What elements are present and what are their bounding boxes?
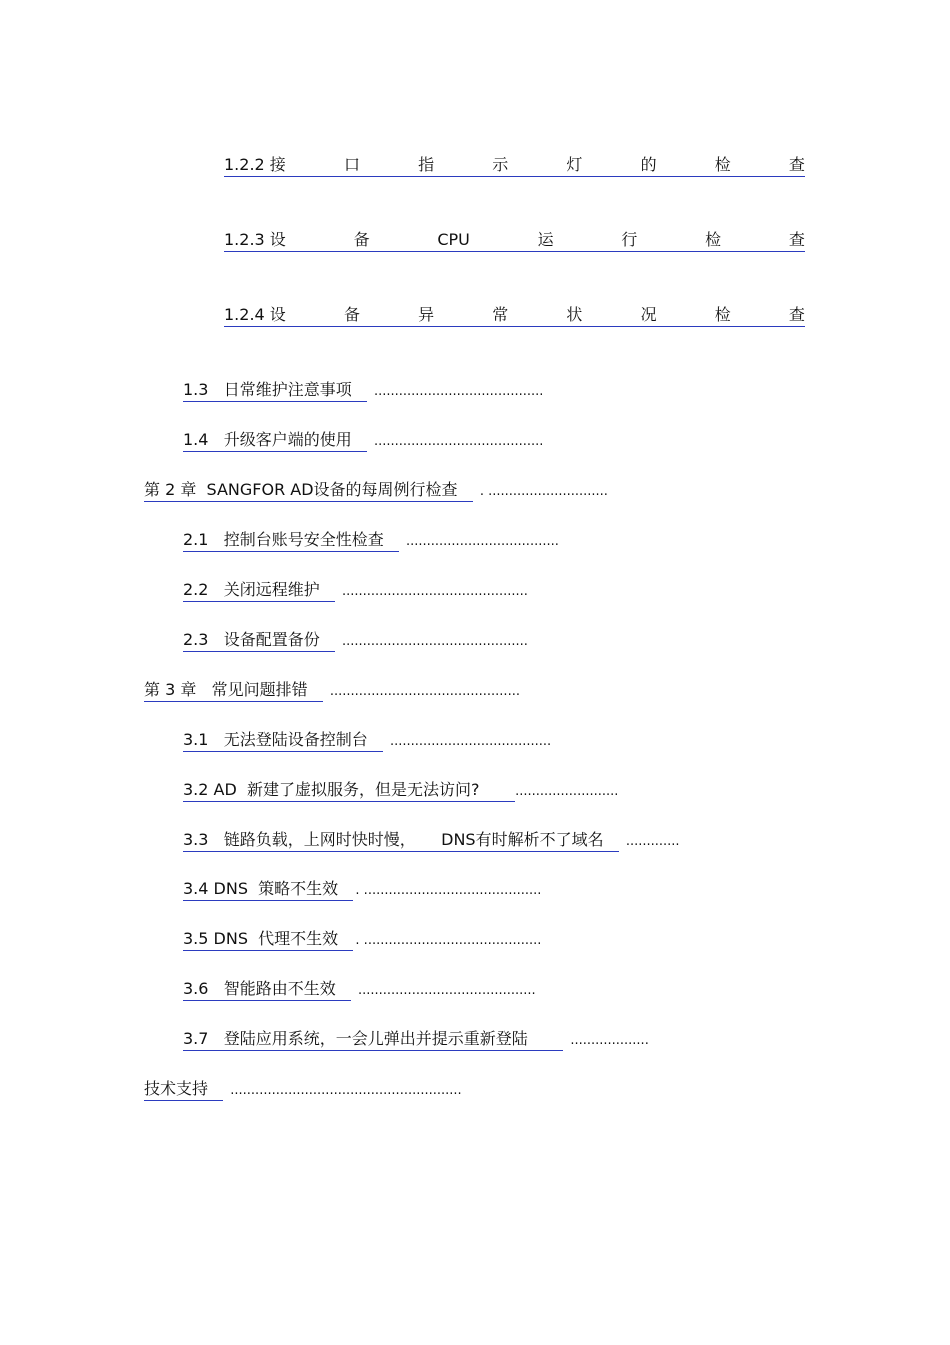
toc-entry-1-3	[183, 380, 543, 402]
toc-entry-3-1	[183, 730, 551, 752]
toc-link[interactable]: 3.3 链路负载，上网时快时慢， DNS有时解析不了域名	[183, 830, 619, 852]
toc-entry-1-2-2[interactable]	[224, 155, 805, 177]
toc-part: 运	[537, 230, 554, 249]
toc-entry-3-5	[183, 929, 541, 951]
toc-entry-3-3	[183, 830, 680, 852]
toc-link[interactable]: 3.4 DNS 策略不生效	[183, 879, 353, 901]
toc-link[interactable]: 2.2 关闭远程维护	[183, 580, 335, 602]
toc-part: 指	[418, 155, 435, 174]
toc-dots: . ...........................................	[355, 933, 542, 948]
toc-link[interactable]: 3.2 AD 新建了虚拟服务，但是无法访问?	[183, 780, 515, 802]
toc-entry-chapter-2	[144, 480, 608, 502]
toc-link[interactable]: 3.7 登陆应用系统，一会儿弹出并提示重新登陆	[183, 1029, 563, 1051]
toc-dots: ........................................................	[230, 1083, 462, 1098]
toc-dots: ...........................................	[357, 983, 536, 998]
toc-link[interactable]: 第 3 章 常见问题排错	[144, 680, 323, 702]
toc-link[interactable]: 技术支持	[144, 1079, 223, 1101]
toc-part: 行	[621, 230, 638, 249]
toc-dots: . ...........................................	[355, 883, 542, 898]
toc-link[interactable]: 3.5 DNS 代理不生效	[183, 929, 353, 951]
toc-part: 状	[566, 305, 583, 324]
toc-link[interactable]: 3.6 智能路由不生效	[183, 979, 351, 1001]
toc-entry-2-1	[183, 530, 559, 552]
toc-part: 检	[714, 305, 731, 324]
toc-part: 的	[640, 155, 657, 174]
toc-link[interactable]: 第 2 章 SANGFOR AD设备的每周例行检查	[144, 480, 473, 502]
toc-part: 常	[492, 305, 509, 324]
toc-link[interactable]: 1.4 升级客户端的使用	[183, 430, 367, 452]
toc-entry-2-3	[183, 630, 528, 652]
toc-dots: .........................	[515, 784, 619, 799]
toc-dots: ..............................................	[329, 684, 520, 699]
toc-entry-3-7	[183, 1029, 649, 1051]
toc-link[interactable]: 3.1 无法登陆设备控制台	[183, 730, 383, 752]
toc-part: 查	[788, 230, 805, 249]
toc-part: 1.2.2 接	[224, 155, 286, 174]
toc-link[interactable]: 2.3 设备配置备份	[183, 630, 335, 652]
toc-dots: .........................................	[373, 434, 544, 449]
toc-dots: .............................................	[341, 634, 528, 649]
toc-part: CPU	[437, 230, 470, 249]
toc-part: 备	[343, 305, 360, 324]
toc-link[interactable]: 1.3 日常维护注意事项	[183, 380, 367, 402]
toc-entry-3-2	[183, 780, 618, 802]
toc-part: 检	[705, 230, 722, 249]
toc-entry-2-2	[183, 580, 528, 602]
toc-part: 查	[788, 155, 805, 174]
toc-part: 1.2.3 设	[224, 230, 286, 249]
toc-part: 检	[714, 155, 731, 174]
toc-dots: .............	[625, 834, 680, 849]
toc-entry-chapter-3	[144, 680, 520, 702]
toc-entry-1-2-4[interactable]	[224, 305, 805, 327]
toc-part: 口	[343, 155, 360, 174]
toc-entry-3-6	[183, 979, 536, 1001]
toc-entry-3-4	[183, 879, 541, 901]
toc-dots: .............................................	[341, 584, 528, 599]
toc-entry-tech-support	[144, 1079, 462, 1101]
toc-part: 1.2.4 设	[224, 305, 286, 324]
toc-part: 备	[353, 230, 370, 249]
toc-dots: . .............................	[479, 484, 608, 499]
toc-entry-1-2-3[interactable]	[224, 230, 805, 252]
toc-dots: .........................................	[373, 384, 544, 399]
toc-dots: ...................	[570, 1033, 649, 1048]
toc-link[interactable]: 2.1 控制台账号安全性检查	[183, 530, 399, 552]
toc-part: 查	[788, 305, 805, 324]
toc-part: 况	[640, 305, 657, 324]
toc-part: 示	[492, 155, 509, 174]
toc-part: 灯	[566, 155, 583, 174]
toc-dots: .......................................	[389, 734, 552, 749]
toc-entry-1-4	[183, 430, 543, 452]
toc-part: 异	[418, 305, 435, 324]
toc-dots: .....................................	[405, 534, 559, 549]
